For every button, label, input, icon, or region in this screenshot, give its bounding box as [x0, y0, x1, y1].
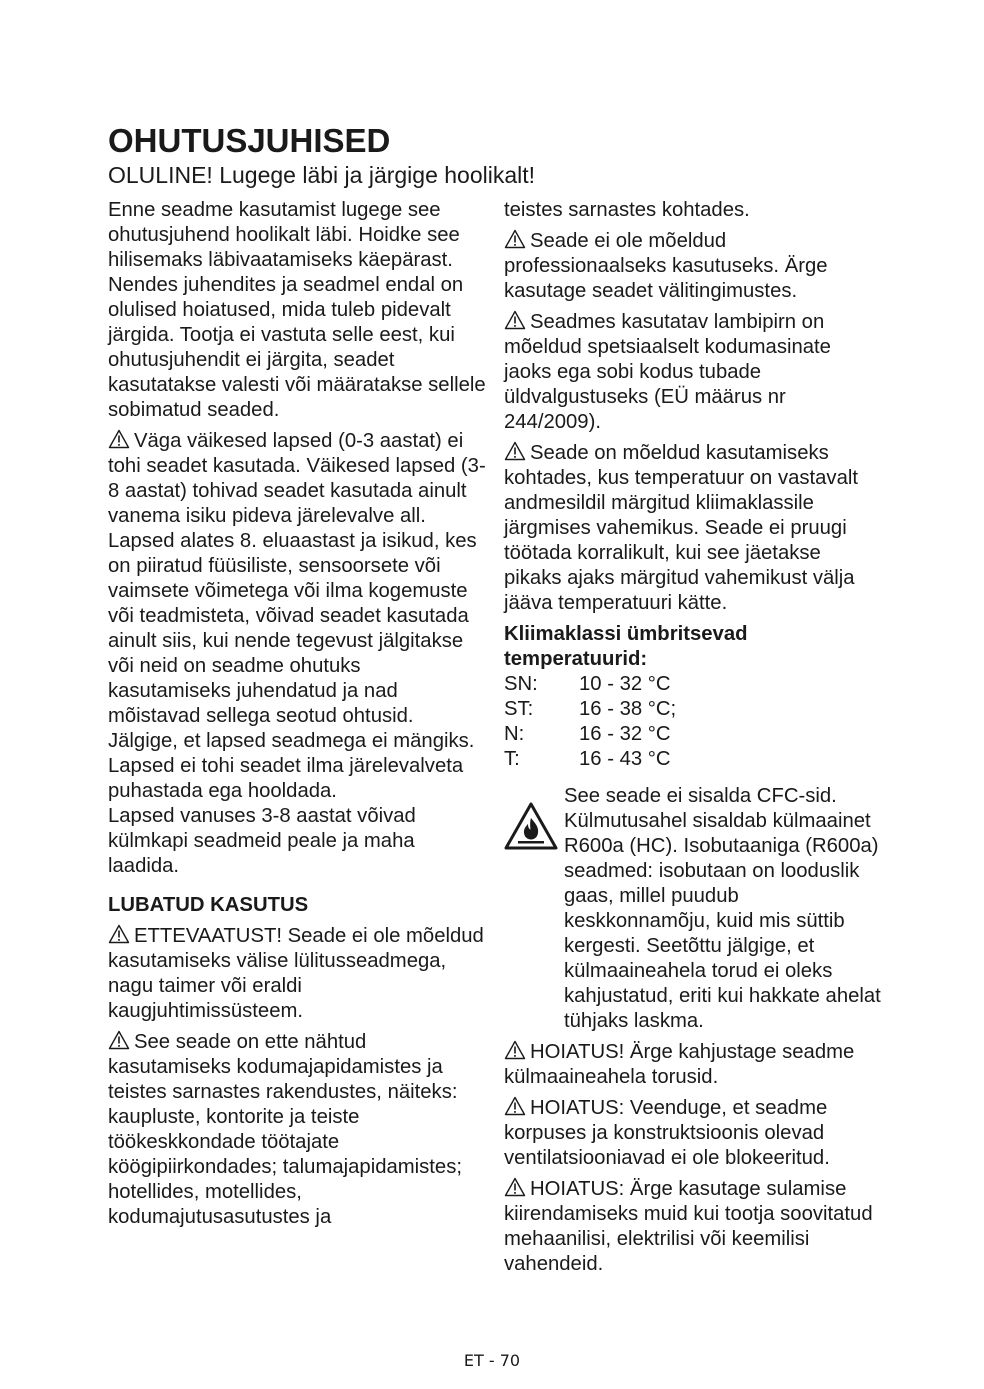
section-heading-permitted-use: LUBATUD KASUTUS [108, 894, 309, 916]
right-column [504, 198, 882, 1277]
climate-class-label: T: [504, 748, 520, 770]
warning-triangle-icon [108, 1030, 130, 1050]
children-loading-paragraph: Lapsed vanuses 3-8 aastat võivad külmkapi seadmeid peale ja maha laadida. [108, 805, 416, 877]
page-title: OHUTUSJUHISED [108, 122, 391, 159]
climate-class-range: 16 - 32 °C [579, 723, 671, 745]
refrigerant-notice [504, 784, 882, 1034]
ventilation-warning-text: HOIATUS: Veenduge, et seadme korpuses ja konstruktsioonis olevad ventilatsiooniavad ei ole blokeeritud. [504, 1097, 830, 1169]
warning-triangle-icon [108, 924, 130, 944]
children-warning-text: Väga väikesed lapsed (0-3 aastat) ei tohi seadet kasutada. Väikesed lapsed (3-8 aastat) tohivad seadet kasutada ainult vanema isiku pideva järelevalve all. Lapsed alates 8. eluaastast ja isikud, kes on piiratud füüsiliste, sensoorsete või vaimsete võimetega või ilma kogemuste või teadmisteta, võivad seadet kasutada ainult siis, kui nende tegevust jälgitakse või neid on seadme ohutuks kasutamiseks juhendatud ja nad mõistavad sellega seotud ohtusid. Jälgige, et lapsed seadmega ei mängiks. Lapsed ei tohi seadet ilma järelevalveta puhastada ega hooldada. [108, 430, 486, 802]
ventilation-warning [504, 1096, 882, 1171]
climate-class-range: 10 - 32 °C [579, 673, 671, 695]
warning-triangle-icon [504, 1177, 526, 1197]
defrost-warning [504, 1177, 882, 1277]
household-use-warning [108, 1030, 486, 1230]
climate-class-heading: Kliimaklassi ümbritsevad temperatuurid: [504, 623, 748, 670]
household-use-continued: teistes sarnastes kohtades. [504, 199, 750, 221]
climate-class-label: N: [504, 723, 525, 745]
climate-warning [504, 441, 882, 616]
lamp-warning-text: Seadmes kasutatav lambipirn on mõeldud spetsiaalselt kodumasinate jaoks ega sobi kodus tubade üldvalgustuseks (EÜ määrus nr 244/2009). [504, 311, 831, 433]
refrigerant-circuit-warning [504, 1040, 882, 1090]
climate-class-range: 16 - 38 °C; [579, 698, 677, 720]
left-column [108, 198, 486, 1230]
flammable-warning-icon [504, 802, 558, 850]
household-use-text: See seade on ette nähtud kasutamiseks kodumajapidamistes ja teistes sarnastes rakendustes, näiteks: kaupluste, kontorite ja teiste töökeskkondade töötajate köögipiirkondades; talumajapidamistes; hotellides, motellides, kodumajutusasutustes ja [108, 1031, 462, 1228]
climate-class-row [504, 722, 676, 747]
page-number: ET - 70 [463, 1351, 521, 1370]
lamp-warning [504, 310, 882, 435]
climate-class-table [504, 672, 676, 772]
caution-warning-text: ETTEVAATUST! Seade ei ole mõeldud kasutamiseks välise lülitusseadmega, nagu taimer või eraldi kaugjuhtimissüsteem. [108, 925, 484, 1022]
page-subtitle: OLULINE! Lugege läbi ja järgige hoolikalt! [108, 162, 536, 188]
warning-triangle-icon [504, 1096, 526, 1116]
defrost-warning-text: HOIATUS: Ärge kasutage sulamise kiirendamiseks muid kui tootja soovitatud mehaanilisi, elektrilisi või keemilisi vahendeid. [504, 1178, 873, 1275]
warning-triangle-icon [504, 229, 526, 249]
refrigerant-circuit-text: HOIATUS! Ärge kahjustage seadme külmaaineahela torusid. [504, 1041, 855, 1088]
warning-triangle-icon [504, 1040, 526, 1060]
climate-warning-text: Seade on mõeldud kasutamiseks kohtades, kus temperatuur on vastavalt andmesildil märgitud kliimaklassile järgmises vahemikus. Seade ei pruugi töötada korralikult, kui see jäetakse pikaks ajaks märgitud vahemikust välja jääva temperatuuri kätte. [504, 442, 858, 614]
climate-class-label: SN: [504, 673, 538, 695]
climate-class-row [504, 697, 676, 722]
warning-triangle-icon [504, 310, 526, 330]
professional-use-warning [504, 229, 882, 304]
climate-class-label: ST: [504, 698, 534, 720]
climate-class-row [504, 672, 676, 697]
intro-paragraph-2: Nendes juhendites ja seadmel endal on olulised hoiatused, mida tuleb pidevalt järgida. Tootja ei vastuta selle eest, kui ohutusjuhendit ei järgita, seadet kasutatakse valesti või määratakse sellele sobimatud seaded. [108, 274, 486, 421]
intro-paragraph-1: Enne seadme kasutamist lugege see ohutusjuhend hoolikalt läbi. Hoidke see hilisemaks läbivaatamiseks käepärast. [108, 199, 460, 271]
warning-triangle-icon [108, 429, 130, 449]
children-warning [108, 429, 486, 804]
refrigerant-notice-text: See seade ei sisalda CFC-sid. Külmutusahel sisaldab külmaainet R600a (HC). Isobutaaniga (R600a) seadmed: isobutaan on looduslik gaas, millel puudub keskkonnamõju, kuid mis süttib kergesti. Seetõttu jälgige, et külmaaineahela torud ei oleks kahjustatud, eriti kui hakkate ahelat tühjaks laskma. [564, 785, 881, 1032]
warning-triangle-icon [504, 441, 526, 461]
climate-class-range: 16 - 43 °C [579, 748, 671, 770]
climate-class-row [504, 747, 676, 772]
caution-warning [108, 924, 486, 1024]
professional-use-text: Seade ei ole mõeldud professionaalseks kasutuseks. Ärge kasutage seadet välitingimustes. [504, 230, 828, 302]
